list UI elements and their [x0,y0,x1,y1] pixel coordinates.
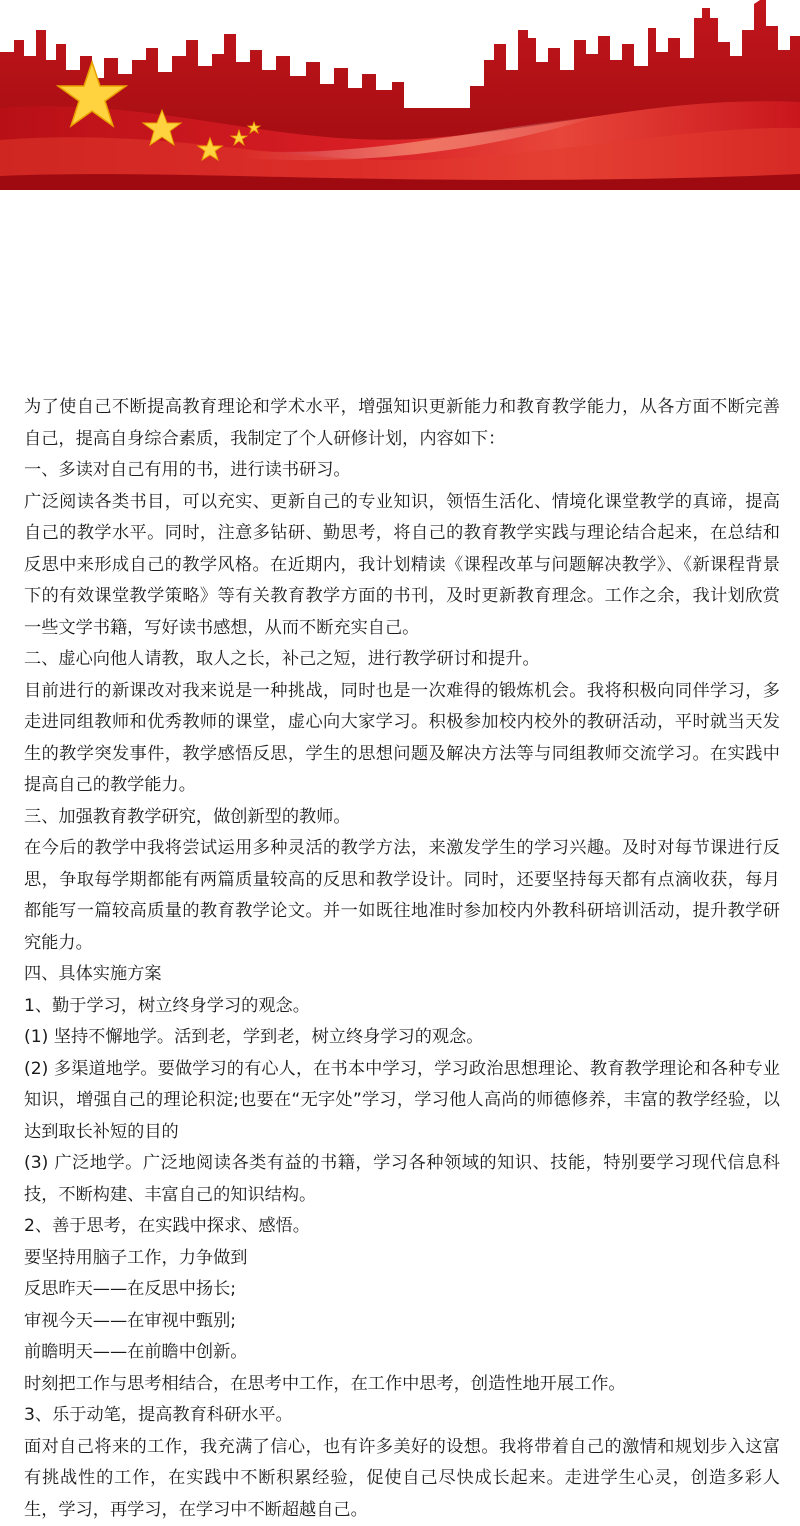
section-heading: 四、具体实施方案 [24,959,780,991]
list-item: (3) 广泛地学。广泛地阅读各类有益的书籍，学习各种领域的知识、技能，特别要学习现代信息科技，不断构建、丰富自己的知识结构。 [24,1148,780,1211]
paragraph: 时刻把工作与思考相结合，在思考中工作，在工作中思考，创造性地开展工作。 [24,1369,780,1401]
subsection-heading: 1、勤于学习，树立终身学习的观念。 [24,991,780,1023]
paragraph: 面对自己将来的工作，我充满了信心，也有许多美好的设想。我将带着自己的激情和规划步入这富有挑战性的工作，在实践中不断积累经验，促使自己尽快成长起来。走进学生心灵，创造多彩人生，学习，再学习，在学习中不断超越自己。 [24,1432,780,1526]
list-item: (2) 多渠道地学。要做学习的有心人，在书本中学习，学习政治思想理论、教育教学理论和各种专业知识，增强自己的理论积淀;也要在“无字处”学习，学习他人高尚的师德修养，丰富的教学经验，以达到取长补短的目的 [24,1054,780,1149]
section-heading: 三、加强教育教学研究，做创新型的教师。 [24,802,780,834]
subsection-heading: 2、善于思考，在实践中探求、感悟。 [24,1211,780,1243]
red-skyline-banner [0,0,800,190]
paragraph: 目前进行的新课改对我来说是一种挑战，同时也是一次难得的锻炼机会。我将积极向同伴学习，多走进同组教师和优秀教师的课堂，虚心向大家学习。积极参加校内校外的教研活动，平时就当天发生的教学突发事件，教学感悟反思，学生的思想问题及解决方法等与同组教师交流学习。在实践中提高自己的教学能力。 [24,676,780,802]
list-item: 前瞻明天——在前瞻中创新。 [24,1337,780,1369]
list-item: 审视今天——在审视中甄别; [24,1306,780,1338]
section-heading: 二、虚心向他人请教，取人之长，补己之短，进行教学研讨和提升。 [24,644,780,676]
paragraph: 要坚持用脑子工作，力争做到 [24,1243,780,1275]
list-item: 反思昨天——在反思中扬长; [24,1274,780,1306]
paragraph: 在今后的教学中我将尝试运用多种灵活的教学方法，来激发学生的学习兴趣。及时对每节课进行反思，争取每学期都能有两篇质量较高的反思和教学设计。同时，还要坚持每天都有点滴收获，每月都能写一篇较高质量的教育教学论文。并一如既往地准时参加校内外教科研培训活动，提升教学研究能力。 [24,833,780,959]
paragraph: 为了使自己不断提高教育理论和学术水平，增强知识更新能力和教育教学能力，从各方面不断完善自己，提高自身综合素质，我制定了个人研修计划，内容如下： [24,392,780,455]
party-flag-skyline-banner-icon [0,0,800,190]
list-item: (1) 坚持不懈地学。活到老，学到老，树立终身学习的观念。 [24,1022,780,1054]
section-heading: 一、多读对自己有用的书，进行读书研习。 [24,455,780,487]
subsection-heading: 3、乐于动笔，提高教育科研水平。 [24,1400,780,1432]
paragraph: 广泛阅读各类书目，可以充实、更新自己的专业知识，领悟生活化、情境化课堂教学的真谛，提高自己的教学水平。同时，注意多钻研、勤思考，将自己的教育教学实践与理论结合起来，在总结和反思中来形成自己的教学风格。在近期内，我计划精读《课程改革与问题解决教学》、《新课程背景下的有效课堂教学策略》等有关教育教学方面的书刊，及时更新教育理念。工作之余，我计划欣赏一些文学书籍，写好读书感想，从而不断充实自己。 [24,487,780,645]
document-body [24,392,780,1526]
